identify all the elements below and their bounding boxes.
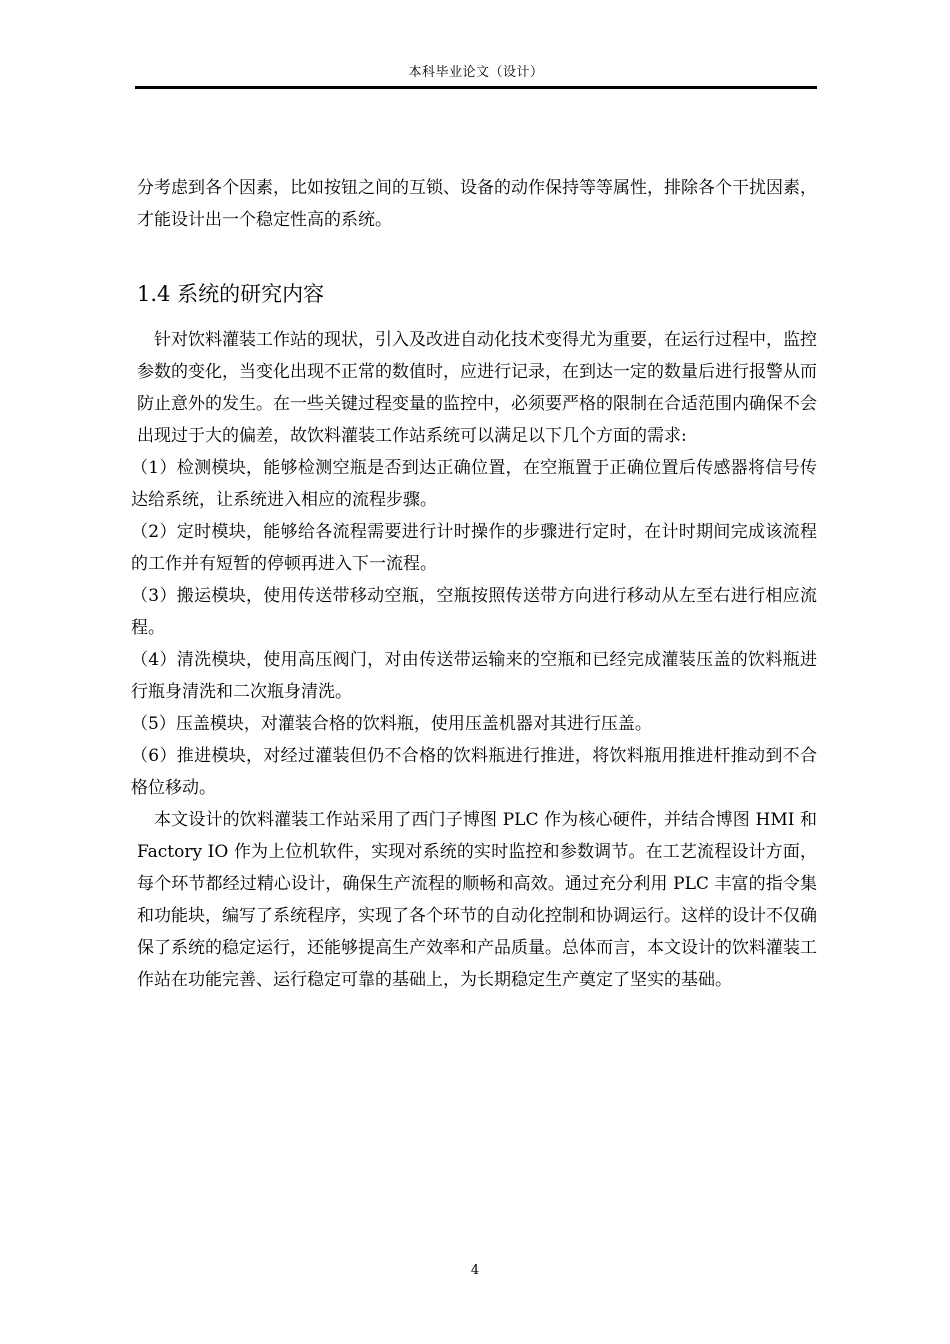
list-item-timing: （2）定时模块，能够给各流程需要进行计时操作的步骤进行定时，在计时期间完成该流程的工作并有短暂的停顿再进入下一流程。 [131,522,817,574]
list-item-capping: （5）压盖模块，对灌装合格的饮料瓶，使用压盖机器对其进行压盖。 [131,714,652,734]
header-divider [135,86,817,89]
page-number: 4 [470,1263,480,1278]
list-item-detection: （1）检测模块，能够检测空瓶是否到达正确位置，在空瓶置于正确位置后传感器将信号传达给系统，让系统进入相应的流程步骤。 [131,458,817,510]
list-item-conveying: （3）搬运模块，使用传送带移动空瓶，空瓶按照传送带方向进行移动从左至右进行相应流程。 [131,586,817,638]
list-item-pushing: （6）推进模块，对经过灌装但仍不合格的饮料瓶进行推进，将饮料瓶用推进杆推动到不合格位移动。 [131,746,817,798]
intro-paragraph: 分考虑到各个因素，比如按钮之间的互锁、设备的动作保持等等属性，排除各个干扰因素，才能设计出一个稳定性高的系统。 [137,178,817,230]
closing-paragraph: 本文设计的饮料灌装工作站采用了西门子博图 PLC 作为核心硬件，并结合博图 HMI 和 Factory IO 作为上位机软件，实现对系统的实时监控和参数调节。在工艺流程设计方面，每个环节都经过精心设计，确保生产流程的顺畅和高效。通过充分利用 PLC 丰富的指令集和功能块，编写了系统程序，实现了各个环节的自动化控制和协调运行。这样的设计不仅确保了系统的稳定运行，还能够提高生产效率和产品质量。总体而言，本文设计的饮料灌装工作站在功能完善、运行稳定可靠的基础上，为长期稳定生产奠定了坚实的基础。 [137,810,817,990]
page-header-title: 本科毕业论文（设计） [408,65,544,80]
section-paragraph: 针对饮料灌装工作站的现状，引入及改进自动化技术变得尤为重要，在运行过程中，监控参数的变化，当变化出现不正常的数值时，应进行记录，在到达一定的数量后进行报警从而防止意外的发生。在一些关键过程变量的监控中，必须要严格的限制在合适范围内确保不会出现过于大的偏差，故饮料灌装工作站系统可以满足以下几个方面的需求: [137,330,817,446]
list-item-cleaning: （4）清洗模块，使用高压阀门，对由传送带运输来的空瓶和已经完成灌装压盖的饮料瓶进行瓶身清洗和二次瓶身清洗。 [131,650,817,702]
section-heading: 1.4 系统的研究内容 [137,282,325,306]
document-body [131,172,817,996]
